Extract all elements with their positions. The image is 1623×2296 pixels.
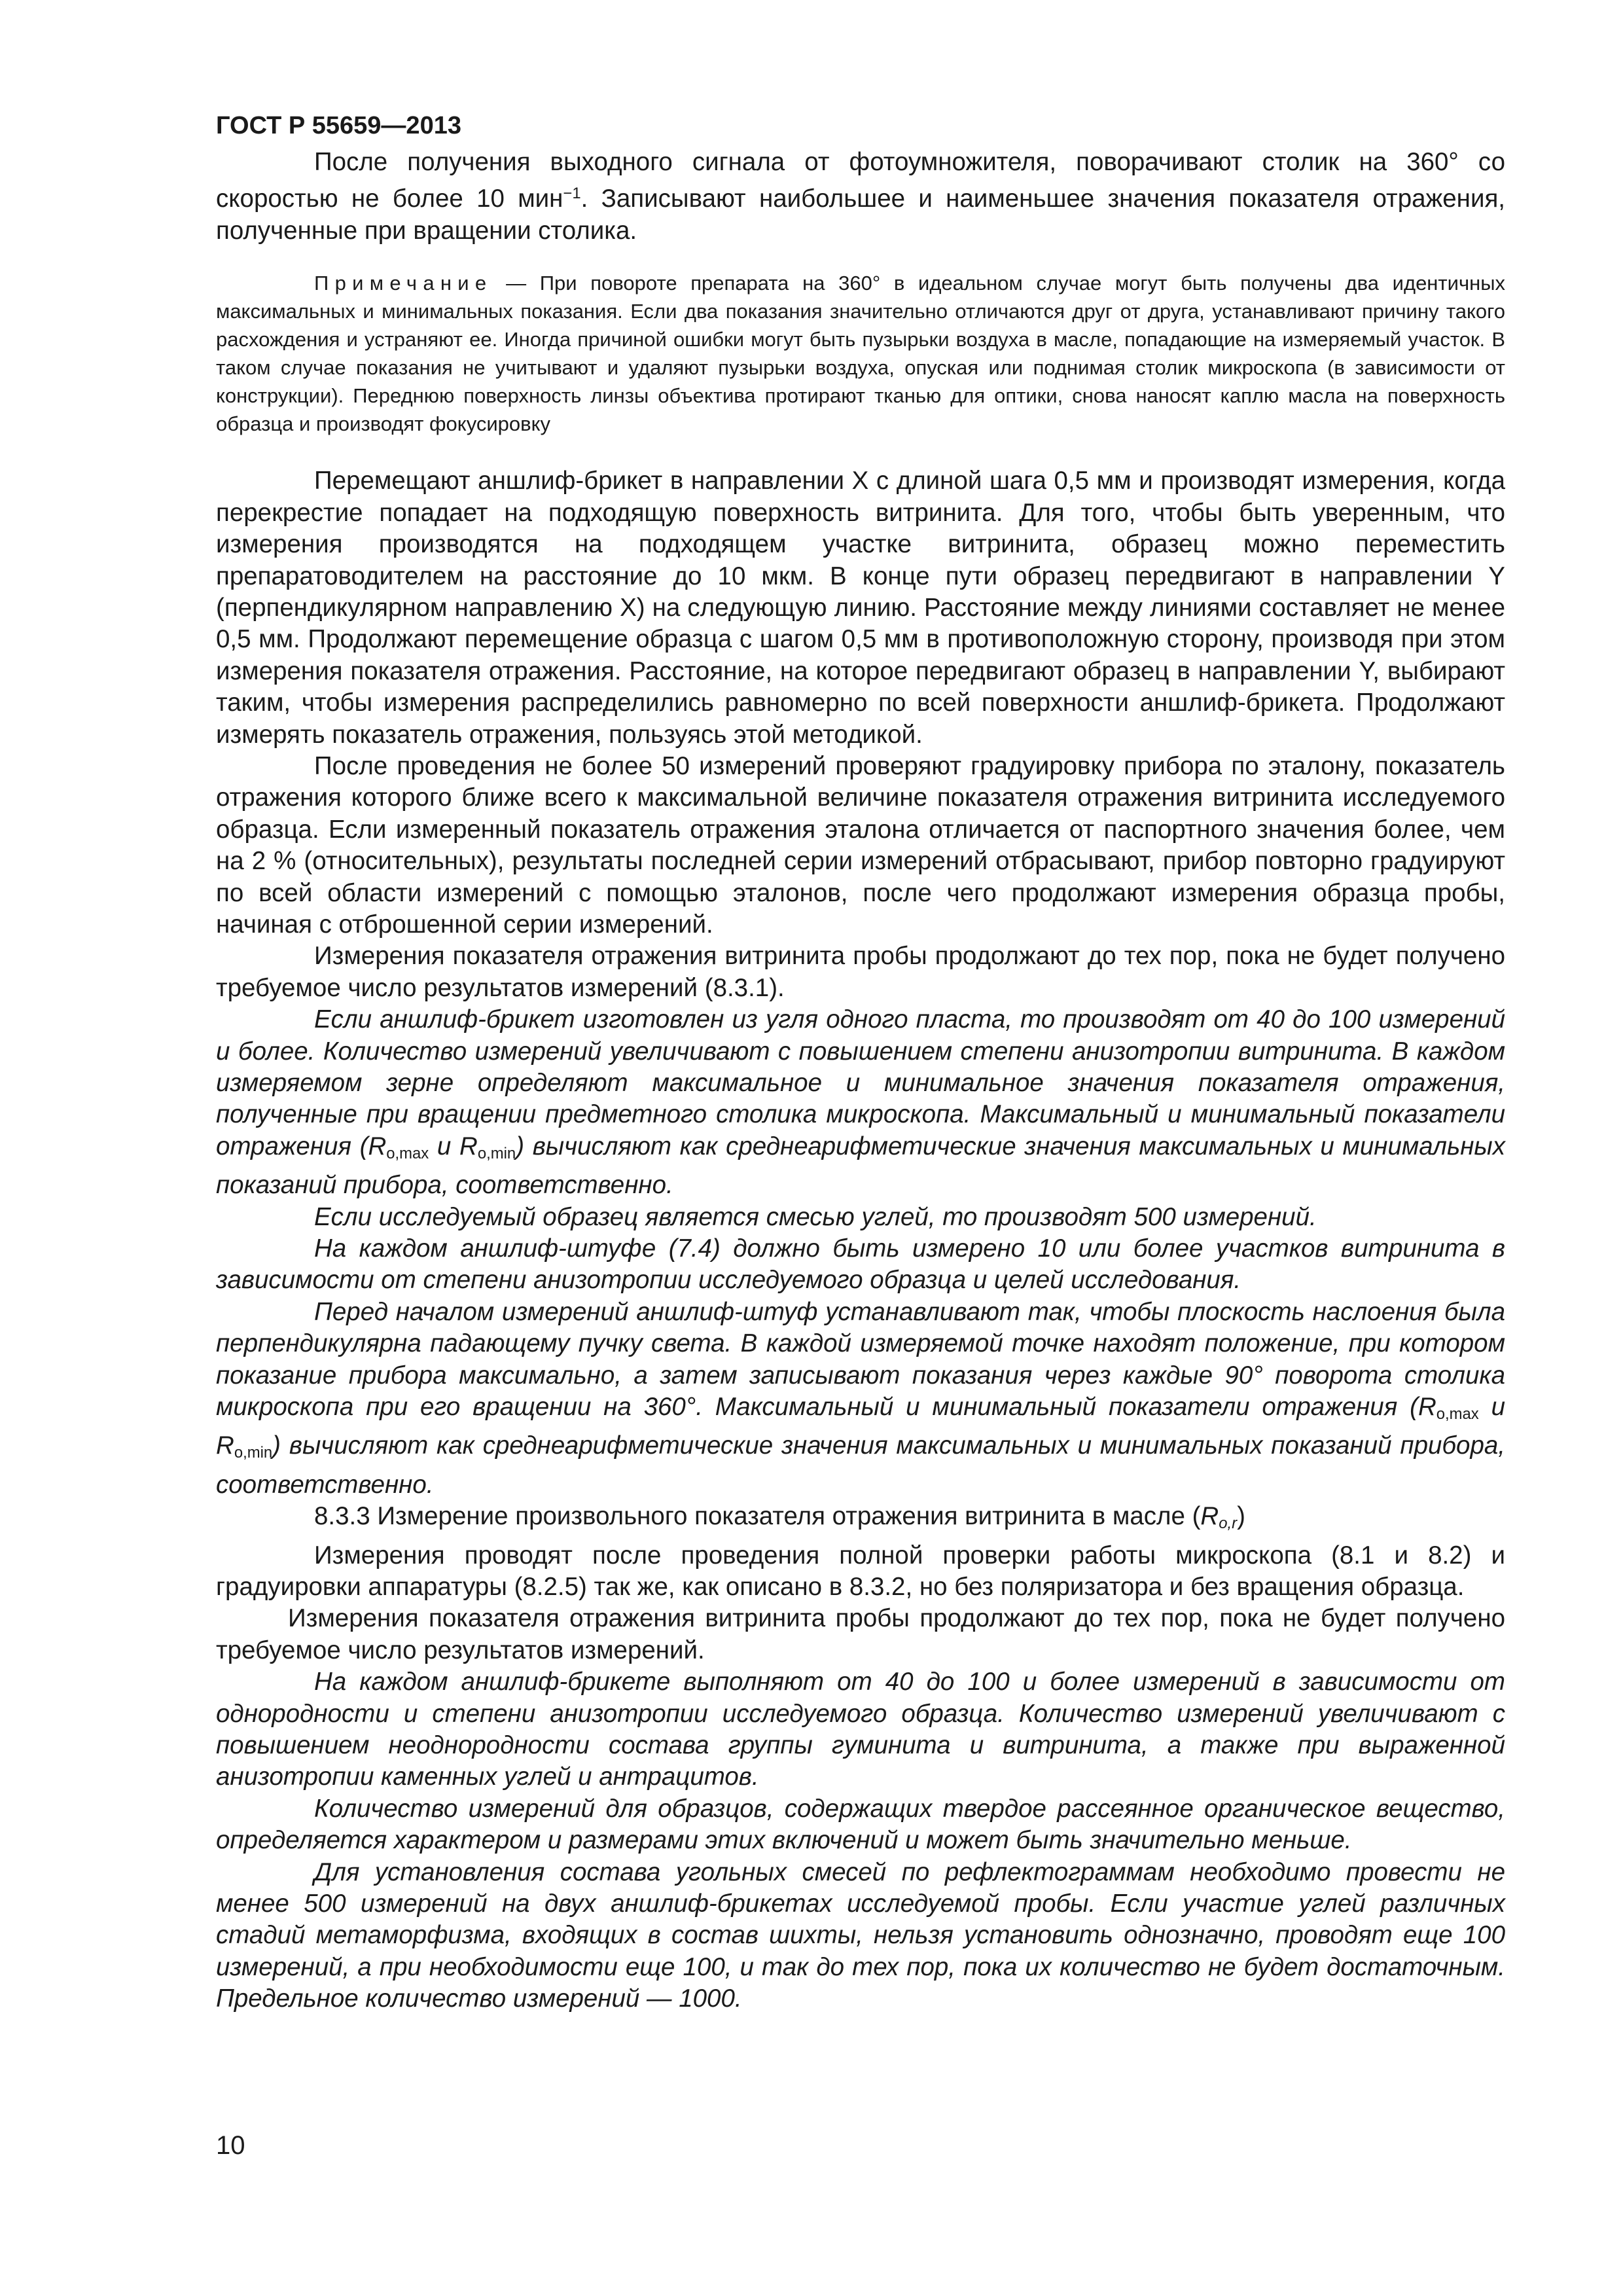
paragraph-coal-blends: Для установления состава угольных смесей по рефлектограммам необходимо провести не менее 500 измерений на двух аншлиф-брикетах исследуемой пробы. Если участие углей различных стадий метаморфизма, входящих в состав шихты, нельзя установить однозначно, проводят еще 100 измерений, а при необходимости еще 100, и так до тех пор, пока их количество не будет достаточным. Предельное количество измерений — 1000. bbox=[216, 1857, 1505, 2013]
text-span: Если аншлиф-брикет изготовлен из угля одного пласта, то производят от 40 до 100 измерений и более. Количество измерений увеличивают с повышением степени анизотропии витринита. В каждом измеряемом зерне определяют максимальное и минимальное значения показателя отражения, полученные при вращении предметного столика микроскопа. Максимальный и минимальный показатели отражения ( bbox=[216, 1005, 1505, 1160]
text-span: 8.3.3 Измерение произвольного показателя отражения витринита в масле ( bbox=[314, 1502, 1201, 1531]
document-page bbox=[216, 110, 1505, 2015]
subscript: o,min bbox=[477, 1144, 516, 1162]
note-text: — При повороте препарата на 360° в идеальном случае могут быть получены два идентичных максимальных и минимальных показания. Если два показания значительно отличаются друг от друга, устанавливают причину такого расхождения и устраняют ее. Иногда причиной ошибки могут быть пузырьки воздуха в масле, попадающие на измеряемый участок. В таком случае показания не учитывают и удаляют пузырьки воздуха, опуская или поднимая столик микроскопа (в зависимости от конструкции). Переднюю поверхность линзы объектива протирают тканью для оптики, снова наносят каплю масла на поверхность образца и производят фокусировку bbox=[216, 272, 1505, 436]
text-span: Перед началом измерений аншлиф-штуф устанавливают так, чтобы плоскость наслоения была перпендикулярна падающему пучку света. В каждой измеряемой точке находят положение, при котором показание прибора максимально, а затем записывают показания через каждые 90° поворота столика микроскопа при его вращении на 360°. Максимальный и минимальный показатели отражения ( bbox=[216, 1297, 1505, 1422]
subscript: o,max bbox=[386, 1144, 429, 1162]
paragraph-movement: Перемещают аншлиф-брикет в направлении X с длиной шага 0,5 мм и производят измерения, когда перекрестие попадает на подходящую поверхность витринита. Для того, чтобы быть уверенным, что измерения производятся на подходящем участке витринита, образец можно переместить препаратоводителем на расстояние до 10 мкм. В конце пути образец передвигают в направлении Y (перпендикулярном направлению X) на следующую линию. Расстояние между линиями составляет не менее 0,5 мм. Продолжают перемещение образца с шагом 0,5 мм в противоположную сторону, производя при этом измерения показателя отражения. Расстояние, на которое передвигают образец в направлении Y, выбирают таким, чтобы измерения распределились равномерно по всей поверхности аншлиф-брикета. Продолжают измерять показатель отражения, пользуясь этой методикой. bbox=[216, 467, 1505, 749]
paragraph-single-seam bbox=[216, 1004, 1505, 1201]
paragraph-coal-mix: Если исследуемый образец является смесью углей, то производят 500 измерений. bbox=[314, 1202, 1317, 1231]
section-heading-8-3-3 bbox=[216, 1501, 1505, 1539]
text-span: ) вычисляют как среднеарифметические значения максимальных и минимальных показаний прибора, соответственно. bbox=[216, 1132, 1505, 1200]
subscript: o,max bbox=[1436, 1405, 1479, 1424]
paragraph-calibration: После проведения не более 50 измерений проверяют градуировку прибора по эталону, показатель отражения которого ближе всего к максимальной величине показателя отражения витринита исследуемого образца. Если измеренный показатель отражения эталона отличается от паспортного значения более, чем на 2 % (относительных), результаты последней серии измерений отбрасывают, прибор повторно градуируют по всей области измерений с помощью эталонов, после чего продолжают измерения образца пробы, начиная с отброшенной серии измерений. bbox=[216, 752, 1505, 939]
note-label: Примечание bbox=[314, 272, 493, 295]
paragraph-random-measure: Измерения проводят после проведения полной проверки работы микроскопа (8.1 и 8.2) и градуировки аппаратуры (8.2.5) так же, как описано в 8.3.2, но без поляризатора и без вращения образца. bbox=[216, 1541, 1505, 1601]
text-span: . Записывают наибольшее и наименьшее значения показателя отражения, полученные при вращении столика. bbox=[216, 185, 1505, 245]
text-span: ) bbox=[1237, 1502, 1245, 1531]
superscript: −1 bbox=[563, 185, 581, 203]
text-span: ) вычисляют как среднеарифметические значения максимальных и минимальных показаний прибора, соответственно. bbox=[216, 1431, 1505, 1499]
page-number: 10 bbox=[216, 2131, 245, 2160]
symbol-r: R bbox=[1200, 1502, 1219, 1531]
text-span: и bbox=[429, 1132, 460, 1160]
paragraph-rotation bbox=[216, 147, 1505, 247]
symbol-r: R bbox=[368, 1132, 387, 1160]
note-block bbox=[216, 269, 1505, 438]
text-span: и bbox=[1478, 1393, 1506, 1422]
standard-header: ГОСТ Р 55659—2013 bbox=[216, 112, 461, 139]
paragraph-anshlif-shtuf: На каждом аншлиф-штуфе (7.4) должно быть измерено 10 или более участков витринита в зависимости от степени анизотропии исследуемого образца и целей исследования. bbox=[216, 1234, 1505, 1295]
subscript: o,r bbox=[1219, 1515, 1238, 1533]
symbol-r: R bbox=[1418, 1393, 1436, 1422]
symbol-r: R bbox=[216, 1431, 234, 1460]
paragraph-continue-2: Измерения показателя отражения витринита пробы продолжают до тех пор, пока не будет получено требуемое число результатов измерений. bbox=[216, 1604, 1505, 1664]
subscript: o,min bbox=[234, 1444, 273, 1462]
paragraph-dispersed-matter: Количество измерений для образцов, содержащих твердое рассеянное органическое вещество, определяется характером и размерами этих включений и может быть значительно меньше. bbox=[216, 1794, 1505, 1855]
paragraph-brick-count: На каждом аншлиф-брикете выполняют от 40 до 100 и более измерений в зависимости от однородности и степени анизотропии исследуемого образца. Количество измерений увеличивают с повышением неоднородности состава группы гуминита и витринита, а также при выраженной анизотропии каменных углей и антрацитов. bbox=[216, 1668, 1505, 1791]
text-span: После получения выходного сигнала от фотоумножителя, поворачивают столик на 360° со скоростью не более 10 мин bbox=[216, 148, 1505, 213]
symbol-r: R bbox=[459, 1132, 478, 1160]
paragraph-continue: Измерения показателя отражения витринита пробы продолжают до тех пор, пока не будет получено требуемое число результатов измерений (8.3.1). bbox=[216, 942, 1505, 1002]
paragraph-shtuf-setup bbox=[216, 1297, 1505, 1501]
